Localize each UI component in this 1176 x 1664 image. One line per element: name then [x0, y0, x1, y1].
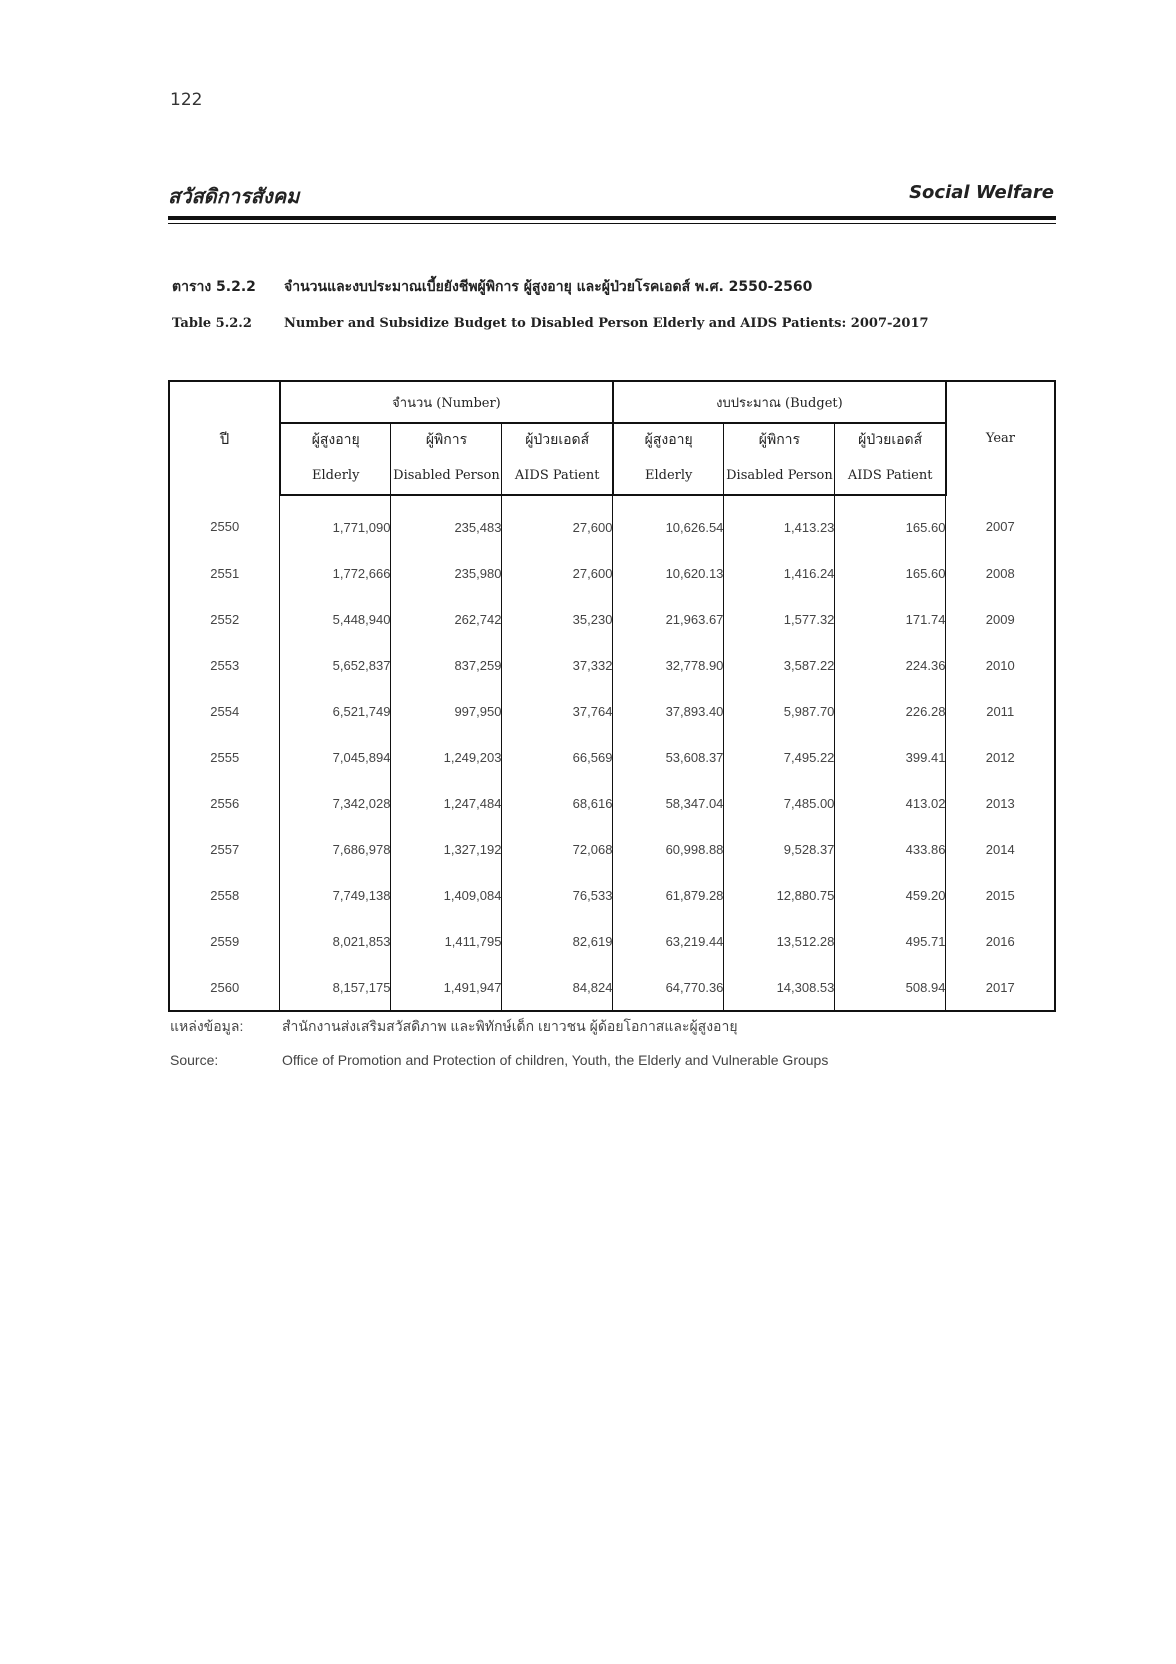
cell-value: 82,619 [502, 918, 613, 964]
header-group-number: จำนวน (Number) [280, 381, 613, 423]
header-rule-thin [168, 223, 1056, 224]
cell-value: 495.71 [835, 918, 946, 964]
caption-english-text: Number and Subsidize Budget to Disabled Person Elderly and AIDS Patients: 2007-2017 [284, 316, 929, 331]
cell-value: 433.86 [835, 826, 946, 872]
header-year-thai: ปี [219, 429, 230, 448]
header-rule-thick [168, 216, 1056, 220]
cell-year-thai: 2554 [169, 688, 280, 734]
cell-value: 8,157,175 [280, 964, 391, 1011]
cell-value: 60,998.88 [613, 826, 724, 872]
cell-value: 27,600 [502, 495, 613, 550]
source-english-label: Source: [170, 1052, 219, 1068]
col-header-thai: ผู้ป่วยเอดส์ [835, 423, 946, 456]
cell-value: 21,963.67 [613, 596, 724, 642]
cell-value: 459.20 [835, 872, 946, 918]
cell-value: 3,587.22 [724, 642, 835, 688]
header-title-thai: สวัสดิการสังคม [168, 184, 300, 208]
cell-value: 1,327,192 [391, 826, 502, 872]
table-row [169, 780, 1055, 826]
cell-value: 37,893.40 [613, 688, 724, 734]
cell-value: 8,021,853 [280, 918, 391, 964]
cell-value: 12,880.75 [724, 872, 835, 918]
cell-value: 10,620.13 [613, 550, 724, 596]
cell-year-thai: 2551 [169, 550, 280, 596]
header-group-budget: งบประมาณ (Budget) [613, 381, 946, 423]
col-header-english: AIDS Patient [502, 456, 613, 495]
cell-year-english: 2011 [986, 703, 1015, 719]
cell-value: 6,521,749 [280, 688, 391, 734]
cell-value: 226.28 [835, 688, 946, 734]
source-english-text: Office of Promotion and Protection of children, Youth, the Elderly and Vulnerable Groups [282, 1052, 829, 1068]
cell-value: 84,824 [502, 964, 613, 1011]
cell-year-thai: 2559 [169, 918, 280, 964]
cell-value: 10,626.54 [613, 495, 724, 550]
col-header-thai: ผู้สูงอายุ [280, 423, 391, 456]
cell-value: 7,686,978 [280, 826, 391, 872]
cell-year-thai: 2552 [169, 596, 280, 642]
table-row [169, 826, 1055, 872]
cell-value: 1,577.32 [724, 596, 835, 642]
cell-value: 165.60 [835, 495, 946, 550]
cell-year-english: 2017 [985, 979, 1015, 995]
cell-year-english: 2009 [985, 611, 1015, 627]
cell-value: 1,416.24 [724, 550, 835, 596]
col-header-thai: ผู้สูงอายุ [613, 423, 724, 456]
col-header-english: Disabled Person [724, 456, 835, 495]
cell-value: 58,347.04 [613, 780, 724, 826]
cell-value: 235,980 [391, 550, 502, 596]
table-caption-thai [172, 276, 812, 298]
cell-value: 9,528.37 [724, 826, 835, 872]
cell-value: 68,616 [502, 780, 613, 826]
caption-thai-text: จำนวนและงบประมาณเบี้ยยังชีพผู้พิการ ผู้สูงอายุ และผู้ป่วยโรคเอดส์ พ.ศ. 2550-2560 [284, 279, 813, 295]
cell-value: 63,219.44 [613, 918, 724, 964]
cell-value: 171.74 [835, 596, 946, 642]
cell-value: 13,512.28 [724, 918, 835, 964]
cell-year-thai: 2558 [169, 872, 280, 918]
cell-value: 1,409,084 [391, 872, 502, 918]
cell-year-thai: 2560 [169, 964, 280, 1011]
cell-value: 165.60 [835, 550, 946, 596]
cell-year-english: 2012 [985, 749, 1015, 765]
cell-value: 224.36 [835, 642, 946, 688]
cell-value: 76,533 [502, 872, 613, 918]
col-header-thai: ผู้ป่วยเอดส์ [502, 423, 613, 456]
cell-value: 235,483 [391, 495, 502, 550]
cell-value: 72,068 [502, 826, 613, 872]
cell-value: 7,342,028 [280, 780, 391, 826]
table-row [169, 495, 1055, 550]
caption-thai-label: ตาราง 5.2.2 [172, 279, 256, 295]
cell-value: 7,045,894 [280, 734, 391, 780]
cell-value: 508.94 [835, 964, 946, 1011]
col-header-english: Elderly [613, 456, 724, 495]
cell-year-english: 2016 [985, 933, 1015, 949]
cell-value: 61,879.28 [613, 872, 724, 918]
cell-value: 1,413.23 [724, 495, 835, 550]
cell-value: 413.02 [835, 780, 946, 826]
cell-value: 262,742 [391, 596, 502, 642]
table-row [169, 734, 1055, 780]
cell-year-english: 2007 [985, 519, 1015, 534]
source-thai-text: สำนักงานส่งเสริมสวัสดิภาพ และพิทักษ์เด็ก เยาวชน ผู้ด้อยโอกาสและผู้สูงอายุ [282, 1018, 738, 1034]
cell-value: 5,448,940 [280, 596, 391, 642]
cell-year-english: 2010 [985, 657, 1015, 673]
cell-year-thai: 2555 [169, 734, 280, 780]
table-row [169, 596, 1055, 642]
cell-value: 7,749,138 [280, 872, 391, 918]
col-header-english: Elderly [280, 456, 391, 495]
table-row [169, 550, 1055, 596]
source-note-english [170, 1052, 828, 1068]
source-note-thai [170, 1016, 738, 1038]
cell-value: 37,332 [502, 642, 613, 688]
cell-value: 1,249,203 [391, 734, 502, 780]
header-year-english: Year [946, 381, 1055, 495]
cell-value: 5,987.70 [724, 688, 835, 734]
source-thai-label: แหล่งข้อมูล: [170, 1018, 244, 1034]
cell-value: 7,495.22 [724, 734, 835, 780]
cell-value: 997,950 [391, 688, 502, 734]
col-header-english: AIDS Patient [835, 456, 946, 495]
table-caption-english [172, 316, 929, 331]
cell-value: 37,764 [502, 688, 613, 734]
col-header-thai: ผู้พิการ [724, 423, 835, 456]
cell-year-english: 2008 [985, 565, 1015, 581]
cell-value: 35,230 [502, 596, 613, 642]
cell-value: 27,600 [502, 550, 613, 596]
page-header [168, 180, 1054, 206]
cell-year-english: 2014 [985, 841, 1015, 857]
cell-value: 64,770.36 [613, 964, 724, 1011]
cell-value: 1,771,090 [280, 495, 391, 550]
table-row [169, 688, 1055, 734]
cell-year-thai: 2556 [169, 780, 280, 826]
cell-value: 53,608.37 [613, 734, 724, 780]
cell-year-thai: 2553 [169, 642, 280, 688]
cell-value: 837,259 [391, 642, 502, 688]
table-row [169, 642, 1055, 688]
col-header-english: Disabled Person [391, 456, 502, 495]
cell-value: 5,652,837 [280, 642, 391, 688]
page-number: 122 [170, 90, 203, 110]
cell-value: 1,411,795 [391, 918, 502, 964]
caption-english-label: Table 5.2.2 [172, 316, 252, 331]
table-row [169, 964, 1055, 1011]
cell-value: 14,308.53 [724, 964, 835, 1011]
cell-value: 1,772,666 [280, 550, 391, 596]
table-row [169, 872, 1055, 918]
cell-year-thai: 2557 [169, 826, 280, 872]
cell-value: 1,491,947 [391, 964, 502, 1011]
cell-value: 66,569 [502, 734, 613, 780]
data-table [168, 380, 1056, 1012]
col-header-thai: ผู้พิการ [391, 423, 502, 456]
cell-value: 1,247,484 [391, 780, 502, 826]
cell-year-english: 2015 [985, 887, 1015, 903]
cell-value: 399.41 [835, 734, 946, 780]
cell-value: 7,485.00 [724, 780, 835, 826]
cell-value: 32,778.90 [613, 642, 724, 688]
header-title-english: Social Welfare [909, 182, 1054, 203]
table-row [169, 918, 1055, 964]
cell-year-english: 2013 [985, 795, 1015, 811]
cell-year-thai: 2550 [169, 495, 280, 550]
